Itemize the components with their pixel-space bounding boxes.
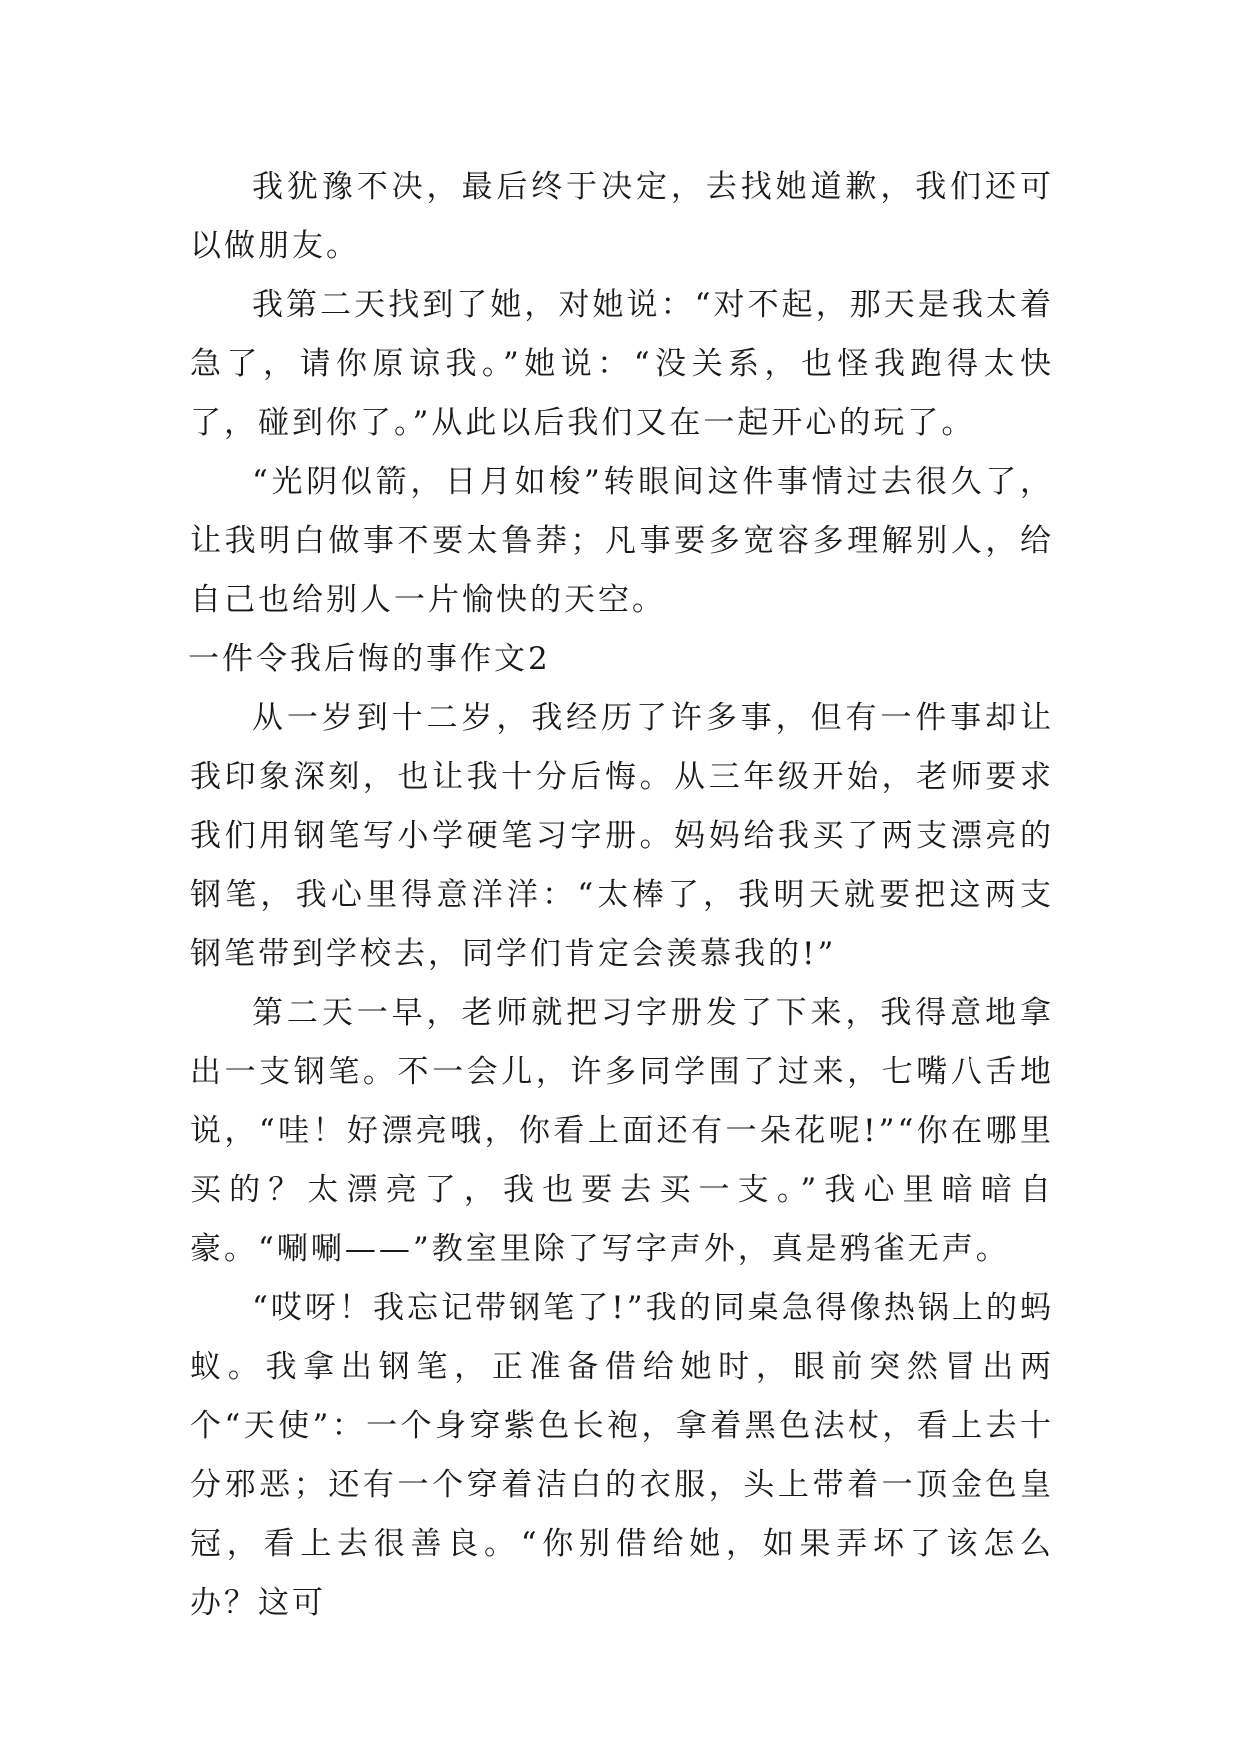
paragraph-2: 我第二天找到了她，对她说：“对不起，那天是我太着急了，请你原谅我。”她说：“没关系，也怪我跑得太快了，碰到你了。”从此以后我们又在一起开心的玩了。 <box>190 287 1054 441</box>
paragraph-4: 从一岁到十二岁，我经历了许多事，但有一件事却让我印象深刻，也让我十分后悔。从三年级开始，老师要求我们用钢笔写小学硬笔习字册。妈妈给我买了两支漂亮的钢笔，我心里得意洋洋：“太棒了，我明天就要把这两支钢笔带到学校去，同学们肯定会羡慕我的!” <box>190 700 1054 972</box>
section-heading: 一件令我后悔的事作文2 <box>188 641 551 677</box>
paragraph-3: “光阴似箭，日月如梭”转眼间这件事情过去很久了，让我明白做事不要太鲁莽；凡事要多宽容多理解别人，给自己也给别人一片愉快的天空。 <box>190 464 1054 618</box>
paragraph-5: 第二天一早，老师就把习字册发了下来，我得意地拿出一支钢笔。不一会儿，许多同学围了过来，七嘴八舌地说，“哇！好漂亮哦，你看上面还有一朵花呢!”“你在哪里买的？太漂亮了，我也要去买一支。”我心里暗暗自豪。“唰唰——”教室里除了写字声外，真是鸦雀无声。 <box>190 995 1054 1267</box>
document-body <box>190 158 1054 1633</box>
paragraph-1: 我犹豫不决，最后终于决定，去找她道歉，我们还可以做朋友。 <box>190 169 1054 264</box>
paragraph-6: “哎呀！我忘记带钢笔了!”我的同桌急得像热锅上的蚂蚁。我拿出钢笔，正准备借给她时，眼前突然冒出两个“天使”：一个身穿紫色长袍，拿着黑色法杖，看上去十分邪恶；还有一个穿着洁白的衣服，头上带着一顶金色皇冠，看上去很善良。“你别借给她，如果弄坏了该怎么办？这可 <box>190 1290 1054 1621</box>
